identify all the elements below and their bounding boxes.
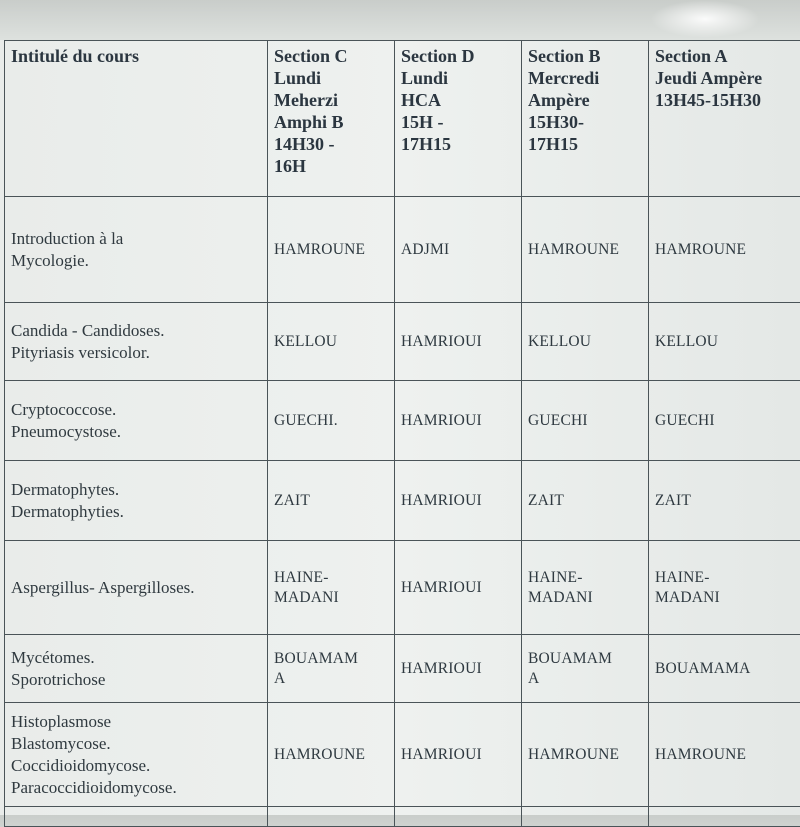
section-a-header: Section A Jeudi Ampère 13H45-15H30 — [649, 41, 800, 197]
table-row — [5, 703, 800, 807]
prof-cell-section-c: HAMROUNE — [268, 703, 395, 807]
section-c-header: Section C Lundi Meherzi Amphi B 14H30 - 16H — [268, 41, 395, 197]
prof-cell-section-d: HAMRIOUI — [395, 381, 522, 461]
prof-cell-section-c: BOUAMAM A — [268, 635, 395, 703]
prof-cell-section-b: BOUAMAM A — [522, 635, 649, 703]
section-d-header: Section D Lundi HCA 15H - 17H15 — [395, 41, 522, 197]
course-cell: Dermatophytes. Dermatophyties. — [5, 461, 268, 541]
prof-cell-section-d: HAMRIOUI — [395, 461, 522, 541]
prof-cell-section-a: HAMROUNE — [649, 703, 800, 807]
table-row-partial — [5, 807, 800, 827]
course-cell: Mycétomes. Sporotrichose — [5, 635, 268, 703]
prof-cell-section-d: HAMRIOUI — [395, 303, 522, 381]
table-row — [5, 197, 800, 303]
prof-cell-section-c: KELLOU — [268, 303, 395, 381]
empty-cell — [649, 807, 800, 827]
empty-cell — [5, 807, 268, 827]
table-row — [5, 461, 800, 541]
prof-cell-section-d: HAMRIOUI — [395, 703, 522, 807]
table-row — [5, 303, 800, 381]
course-cell: Introduction à la Mycologie. — [5, 197, 268, 303]
prof-cell-section-b: HAINE- MADANI — [522, 541, 649, 635]
prof-cell-section-b: KELLOU — [522, 303, 649, 381]
prof-cell-section-c: HAINE- MADANI — [268, 541, 395, 635]
prof-cell-section-a: HAMROUNE — [649, 197, 800, 303]
prof-cell-section-d: ADJMI — [395, 197, 522, 303]
header-row — [5, 41, 800, 197]
prof-cell-section-a: HAINE- MADANI — [649, 541, 800, 635]
prof-cell-section-a: ZAIT — [649, 461, 800, 541]
table-row — [5, 541, 800, 635]
prof-cell-section-b: HAMROUNE — [522, 703, 649, 807]
prof-cell-section-b: ZAIT — [522, 461, 649, 541]
course-cell: Histoplasmose Blastomycose. Coccidioidomycose. Paracoccidioidomycose. — [5, 703, 268, 807]
course-schedule-table — [4, 40, 800, 827]
prof-cell-section-c: ZAIT — [268, 461, 395, 541]
course-cell: Cryptococcose. Pneumocystose. — [5, 381, 268, 461]
prof-cell-section-d: HAMRIOUI — [395, 541, 522, 635]
prof-cell-section-c: GUECHI. — [268, 381, 395, 461]
prof-cell-section-a: KELLOU — [649, 303, 800, 381]
prof-cell-section-a: BOUAMAMA — [649, 635, 800, 703]
section-b-header: Section B Mercredi Ampère 15H30- 17H15 — [522, 41, 649, 197]
light-glare — [650, 0, 760, 38]
prof-cell-section-c: HAMROUNE — [268, 197, 395, 303]
prof-cell-section-a: GUECHI — [649, 381, 800, 461]
course-cell: Aspergillus- Aspergilloses. — [5, 541, 268, 635]
course-cell: Candida - Candidoses. Pityriasis versicolor. — [5, 303, 268, 381]
prof-cell-section-b: GUECHI — [522, 381, 649, 461]
table-row — [5, 635, 800, 703]
prof-cell-section-b: HAMROUNE — [522, 197, 649, 303]
empty-cell — [522, 807, 649, 827]
course-column-header: Intitulé du cours — [5, 41, 268, 197]
empty-cell — [395, 807, 522, 827]
prof-cell-section-d: HAMRIOUI — [395, 635, 522, 703]
table-row — [5, 381, 800, 461]
empty-cell — [268, 807, 395, 827]
